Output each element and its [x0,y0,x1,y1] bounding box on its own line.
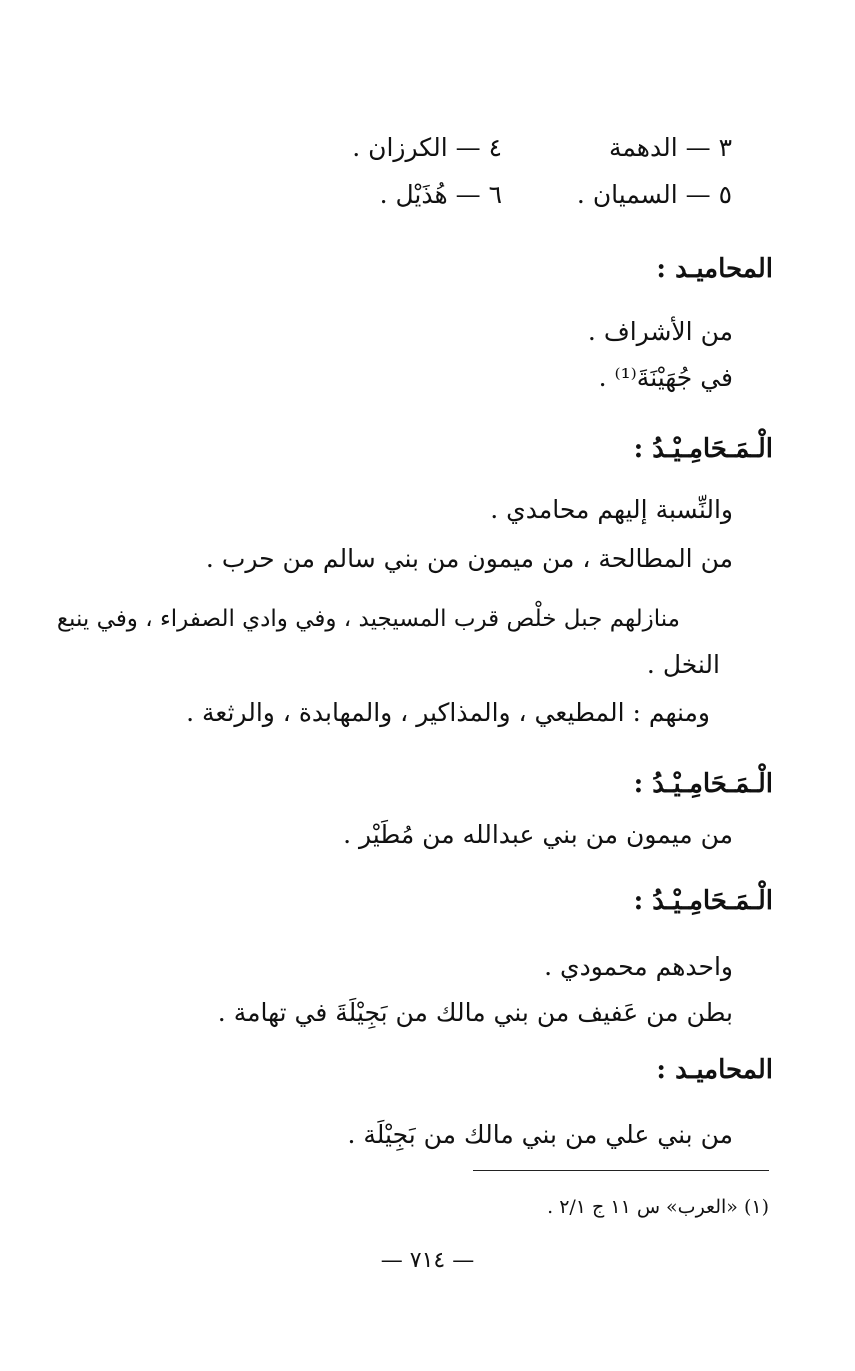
footnote: (١) «العرب» س ١١ ج ٢/١ . [547,1196,769,1218]
section-line: بطن من عَفيف من بني مالك من بَجِيْلَةَ في تهامة . [217,998,733,1027]
section-line: النخل . [646,650,720,679]
section-line: منازلهم جبل خلْص قرب المسيجيد ، وفي وادي الصفراء ، وفي ينبع [56,606,680,632]
section-line: من بني علي من بني مالك من بَجِيْلَة . [347,1120,733,1149]
page-number: — ٧١٤ — [380,1248,475,1273]
section-line: من المطالحة ، من ميمون من بني سالم من حرب . [205,544,733,573]
list-item-6: ٦ — هُذَيْل . [379,180,502,209]
section-heading: الْـمَـحَامِـيْـدُ : [633,769,773,799]
section-heading: المحاميـد : [656,1055,773,1085]
section-heading: الْـمَـحَامِـيْـدُ : [633,434,773,464]
footnote-rule [473,1170,769,1171]
section-heading: الْـمَـحَامِـيْـدُ : [633,886,773,916]
section-line: في جُهَيْنَةَ⁽¹⁾ . [598,363,733,392]
list-item-5: ٥ — السميان . [576,180,732,209]
section-line: واحدهم محمودي . [544,952,733,981]
section-line: والنِّسبة إليهم محامدي . [490,495,733,524]
section-heading: المحاميـد : [656,254,773,284]
list-item-3: ٣ — الدهمة [608,133,732,162]
list-item-4: ٤ — الكرزان . [352,133,502,162]
section-line: من ميمون من بني عبدالله من مُطَيْر . [343,820,733,849]
section-line: ومنهم : المطيعي ، والمذاكير ، والمهابدة ، والرثعة . [186,698,710,727]
section-line: من الأشراف . [587,317,733,346]
